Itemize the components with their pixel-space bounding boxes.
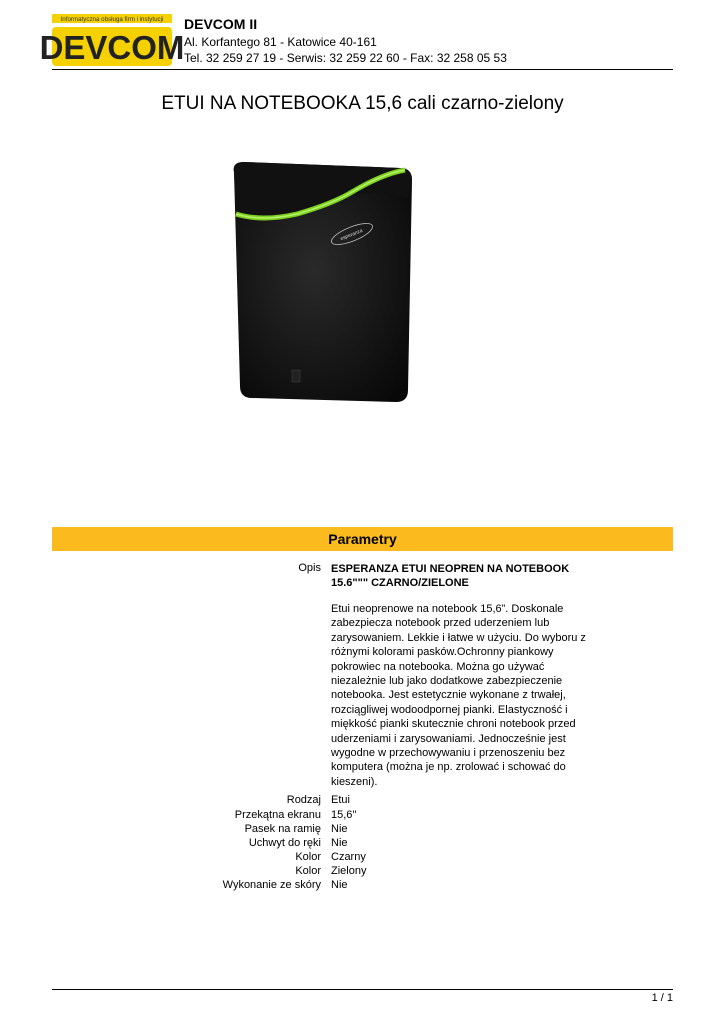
param-label: Pasek na ramię xyxy=(244,823,321,835)
param-value: Nie xyxy=(331,823,348,835)
company-contact: Tel. 32 259 27 19 - Serwis: 32 259 22 60 - Fax: 32 258 05 53 xyxy=(184,51,507,65)
param-label: Kolor xyxy=(295,851,321,863)
param-label: Rodzaj xyxy=(286,794,321,806)
param-label: Uchwyt do ręki xyxy=(248,837,321,849)
param-value: Nie xyxy=(331,837,348,849)
header-divider xyxy=(52,69,673,70)
description-text: Etui neoprenowe na notebook 15,6”. Doskonale zabezpiecza notebook przed uderzeniem lub zarysowaniem. Lekkie i łatwe w użyciu. Do wyboru z różnymi kolorami pasków.Ochronny piankowy pokrowiec na notebooka. Można go używać niezależnie lub jako dodatkowe zabezpieczenie notebooka. Jest estetycznie wykonane z trwałej, rozciągliwej wodoodpornej pianki. Elastyczność i miękkość pianki skutecznie chroni notebook przed uderzeniami i zarysowaniami. Jednocześnie jest wygodne w przechowywaniu i przenoszeniu bez komputera (można je np. zrolować i schować do kieszeni). xyxy=(331,603,586,788)
param-value: Zielony xyxy=(331,865,367,877)
page-number: 1 / 1 xyxy=(651,992,673,1004)
param-label: Wykonanie ze skóry xyxy=(222,879,321,891)
company-address: Al. Korfantego 81 - Katowice 40-161 xyxy=(184,35,377,49)
page-title: ETUI NA NOTEBOOKA 15,6 cali czarno-zielony xyxy=(161,93,564,114)
param-label-opis: Opis xyxy=(298,562,321,574)
param-value: 15,6'' xyxy=(331,809,357,821)
param-value: Czarny xyxy=(331,851,366,863)
svg-text:DEVCOM: DEVCOM xyxy=(39,29,185,66)
svg-text:esperanza: esperanza xyxy=(339,227,364,243)
param-label: Przekątna ekranu xyxy=(234,809,321,821)
svg-text:Informatyczna obsługa firm i i: Informatyczna obsługa firm i instytucji xyxy=(60,16,164,23)
footer-divider xyxy=(52,989,673,990)
product-image xyxy=(222,158,422,406)
company-name: DEVCOM II xyxy=(184,16,258,32)
param-value: Etui xyxy=(331,794,350,806)
param-value: Nie xyxy=(331,879,348,891)
param-label: Kolor xyxy=(295,865,321,877)
description-title: ESPERANZA ETUI NEOPREN NA NOTEBOOK 15.6""" CZARNO/ZIELONE xyxy=(331,563,570,589)
parameters-heading: Parametry xyxy=(52,527,673,551)
devcom-logo xyxy=(39,14,185,66)
